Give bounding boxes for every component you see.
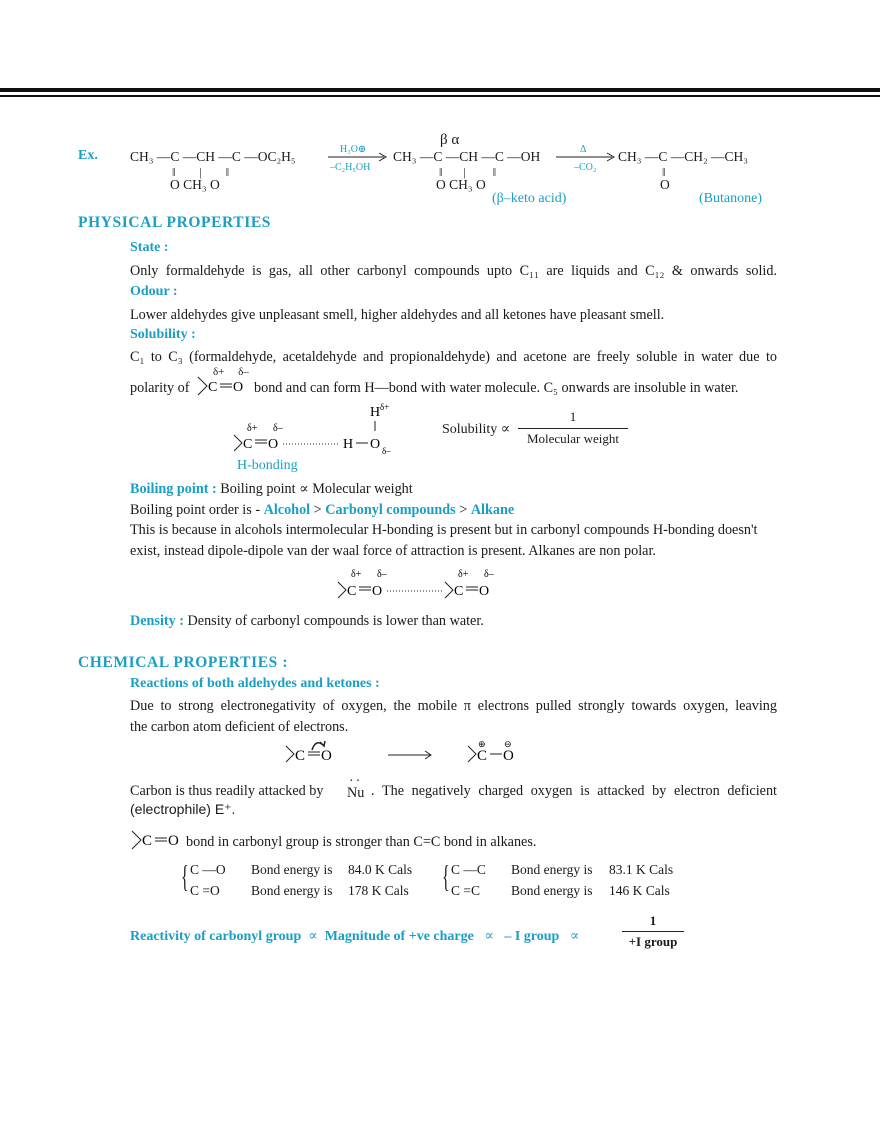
svg-text:O: O xyxy=(168,833,179,849)
svg-text:O: O xyxy=(479,584,490,599)
minus-i-group-term: – I group xyxy=(504,929,560,944)
svg-text:C: C xyxy=(142,833,153,849)
svg-text:C: C xyxy=(208,380,218,395)
h-bonding-caption: H-bonding xyxy=(237,458,298,473)
boiling-point-text: Boiling point ∝ Molecular weight xyxy=(220,481,413,497)
svg-text:δ+: δ+ xyxy=(247,423,258,434)
bp-order-alkane: Alkane xyxy=(470,502,515,518)
intermediate-formula: CH₃ —C —CH —C —OH xyxy=(393,149,541,164)
svg-text:H: H xyxy=(370,405,381,420)
svg-text:δ+: δ+ xyxy=(380,402,390,412)
carbonyl-group-icon xyxy=(130,829,186,851)
electroneg-line-1: Due to strong electronegativity of oxygen, the mobile π electrons pulled strongly towards oxygen, leaving xyxy=(130,698,777,714)
bp-order-alcohol: Alcohol xyxy=(263,502,311,518)
electrophile-text: (electrophile) E⁺. xyxy=(130,801,236,817)
brace-left-1: { xyxy=(181,858,189,894)
reactivity-fraction-bar xyxy=(622,931,684,932)
svg-text:δ–: δ– xyxy=(484,569,494,580)
svg-text:C: C xyxy=(243,437,253,452)
bond-co-single: C —O xyxy=(190,862,226,877)
solubility-line-2-end: bond and can form H—bond with water molecule. C₅ onwards are insoluble in water. xyxy=(254,380,739,396)
arrow1-byproduct: –C₂H₅OH xyxy=(330,162,371,173)
product-oxygen: O xyxy=(660,177,670,192)
svg-text:C: C xyxy=(477,748,488,764)
svg-text:O: O xyxy=(268,437,279,452)
proportional-symbol-1: ∝ xyxy=(308,929,318,944)
nucleophile-line-start: Carbon is thus readily attacked by xyxy=(130,783,324,799)
proportional-symbol-3: ∝ xyxy=(569,929,580,944)
reactant-formula: CH₃ —C —CH —C —OC₂H₅ xyxy=(130,149,296,164)
reactivity-relation xyxy=(130,928,579,945)
svg-text:⊕: ⊕ xyxy=(478,739,486,749)
odour-label: Odour : xyxy=(130,284,178,299)
bond-cc-double: C =C xyxy=(451,883,480,898)
bond-co-single-label: Bond energy is xyxy=(251,862,333,877)
bond-co-double-label: Bond energy is xyxy=(251,883,333,898)
nucleophile-symbol: Nu xyxy=(347,785,365,801)
density-label: Density : xyxy=(130,613,184,629)
beta-alpha-labels: β α xyxy=(440,132,460,148)
product-double-bond: ‖ xyxy=(662,165,666,179)
intermediate-bonds: ‖ | ‖ xyxy=(439,165,497,179)
svg-text:O: O xyxy=(503,748,514,764)
arrow2-reagent: Δ xyxy=(580,144,587,155)
solubility-line-2-start: polarity of xyxy=(130,380,190,396)
density-line xyxy=(130,611,484,632)
svg-text:δ+: δ+ xyxy=(351,569,362,580)
reaction-arrow-2 xyxy=(556,152,618,162)
svg-text:O: O xyxy=(372,584,383,599)
state-text: Only formaldehyde is gas, all other carbonyl compounds upto C₁₁ are liquids and C₁₂ & onwards solid. xyxy=(130,263,777,279)
svg-text:δ+: δ+ xyxy=(458,569,469,580)
svg-text:O: O xyxy=(321,748,332,764)
arrow2-byproduct: –CO₂ xyxy=(574,162,597,173)
reactions-label: Reactions of both aldehydes and ketones : xyxy=(130,676,380,691)
svg-text:C: C xyxy=(454,584,464,599)
reactivity-fraction-denominator: +I group xyxy=(628,934,678,949)
top-rule-thin xyxy=(0,95,880,97)
brace-left-2: { xyxy=(442,858,450,894)
reactant-double-bonds: ‖ | ‖ xyxy=(172,165,230,179)
bond-cc-double-label: Bond energy is xyxy=(511,883,593,898)
solubility-formula-denominator: Molecular weight xyxy=(526,431,620,446)
bond-co-double: C =O xyxy=(190,883,220,898)
h-bonding-diagram xyxy=(230,400,410,460)
svg-text:O: O xyxy=(370,437,381,452)
boiling-point-label: Boiling point : xyxy=(130,481,217,497)
bond-cc-single-value: 83.1 K Cals xyxy=(609,862,674,877)
bp-explanation-1: This is because in alcohols intermolecular H-bonding is present but in carbonyl compounds H-bonding doesn't xyxy=(130,522,758,538)
top-rule-thick xyxy=(0,88,880,92)
svg-text:δ–: δ– xyxy=(273,423,283,434)
state-label: State : xyxy=(130,240,169,255)
physical-properties-heading: PHYSICAL PROPERTIES xyxy=(78,214,272,231)
electroneg-line-2: the carbon atom deficient of electrons. xyxy=(130,719,349,735)
reactivity-fraction-numerator: 1 xyxy=(649,913,657,928)
boiling-point-order: Boiling point order is - Alcohol > Carbonyl compounds > Alkane xyxy=(130,502,515,518)
solubility-formula-numerator: 1 xyxy=(569,409,577,424)
carbonyl-group-inline xyxy=(196,375,256,397)
bond-cc-double-value: 146 K Cals xyxy=(609,883,670,898)
dipole-dipole-diagram xyxy=(334,566,514,606)
reactivity-term: Reactivity of carbonyl group xyxy=(130,929,302,944)
svg-text:⊖: ⊖ xyxy=(504,739,512,749)
svg-text:δ–: δ– xyxy=(377,569,387,580)
proportional-symbol-2: ∝ xyxy=(484,929,494,944)
intermediate-substituents: O CH₃ O xyxy=(436,177,486,192)
bp-order-prefix: Boiling point order is - xyxy=(130,502,261,518)
density-text: Density of carbonyl compounds is lower than water. xyxy=(187,613,484,629)
svg-text:O: O xyxy=(233,380,244,395)
solubility-line-1: C₁ to C₃ (formaldehyde, acetaldehyde and propionaldehyde) and acetone are freely soluble in water due to xyxy=(130,349,777,365)
bond-stronger-text: bond in carbonyl group is stronger than C=C bond in alkanes. xyxy=(186,834,537,850)
svg-text:δ–: δ– xyxy=(382,446,391,456)
delta-charges-inline: δ+ δ– xyxy=(213,366,249,378)
solubility-formula-lhs: Solubility ∝ xyxy=(442,422,511,437)
product-formula: CH₃ —C —CH₂ —CH₃ xyxy=(618,149,749,164)
bond-co-double-value: 178 K Cals xyxy=(348,883,409,898)
arrow1-reagent: H₃O⊕ xyxy=(340,144,367,155)
bond-co-single-value: 84.0 K Cals xyxy=(348,862,413,877)
example-label: Ex. xyxy=(78,148,98,163)
chemical-properties-heading: CHEMICAL PROPERTIES : xyxy=(78,654,289,671)
magnitude-term: Magnitude of +ve charge xyxy=(324,929,474,944)
svg-text:H: H xyxy=(343,437,354,452)
bp-explanation-2: exist, instead dipole-dipole van der waal force of attraction is present. Alkanes are non polar. xyxy=(130,543,656,559)
odour-text: Lower aldehydes give unpleasant smell, higher aldehydes and all ketones have pleasant smell. xyxy=(130,307,665,323)
butanone-label: (Butanone) xyxy=(699,191,762,206)
bond-cc-single-label: Bond energy is xyxy=(511,862,593,877)
reactant-substituents: O CH₃ O xyxy=(170,177,220,192)
pi-electron-shift-diagram xyxy=(282,738,522,772)
svg-text:C: C xyxy=(347,584,357,599)
bond-cc-single: C —C xyxy=(451,862,486,877)
nu-lone-pair-icon: ·· xyxy=(349,774,363,789)
nucleophile-line-end: . The negatively charged oxygen is attacked by electron deficient xyxy=(371,783,777,799)
reaction-arrow-1 xyxy=(328,152,390,162)
bp-order-carbonyl: Carbonyl compounds xyxy=(325,502,456,518)
svg-text:C: C xyxy=(295,748,306,764)
beta-keto-acid-label: (β–keto acid) xyxy=(492,191,567,206)
boiling-point-line xyxy=(130,479,413,500)
solubility-fraction-bar xyxy=(518,428,628,429)
solubility-label: Solubility : xyxy=(130,327,196,342)
